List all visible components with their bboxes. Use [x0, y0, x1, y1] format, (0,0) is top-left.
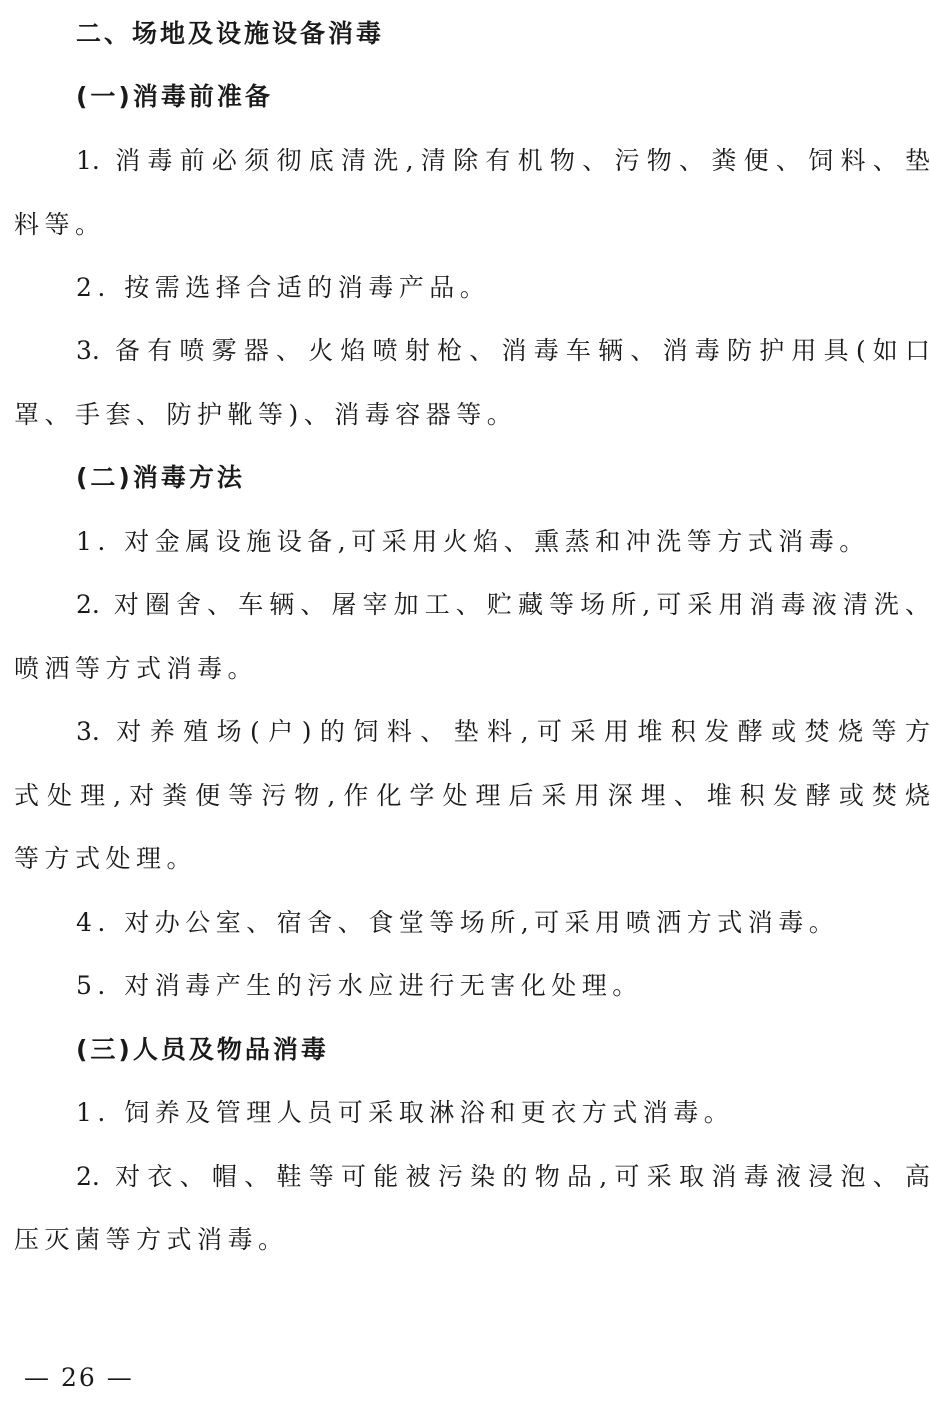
paragraph-1-2: 2. 按需选择合适的消毒产品。 — [76, 273, 491, 302]
paragraph-2-3-line-2: 式处理,对粪便等污物,作化学处理后采用深埋、堆积发酵或焚烧 — [14, 781, 930, 810]
paragraph-1-1-line-1: 1. 消毒前必须彻底清洗,清除有机物、污物、粪便、饲料、垫 — [76, 146, 930, 175]
paragraph-2-1: 1. 对金属设施设备,可采用火焰、熏蒸和冲洗等方式消毒。 — [76, 527, 870, 556]
paragraph-3-1: 1. 饲养及管理人员可采取淋浴和更衣方式消毒。 — [76, 1098, 735, 1127]
paragraph-3-2-line-2: 压灭菌等方式消毒。 — [14, 1225, 289, 1254]
subsection-heading-1: (一)消毒前准备 — [76, 82, 273, 111]
paragraph-2-5: 5. 对消毒产生的污水应进行无害化处理。 — [76, 971, 643, 1000]
paragraph-2-4: 4. 对办公室、宿舍、食堂等场所,可采用喷洒方式消毒。 — [76, 908, 840, 937]
paragraph-1-1-line-2: 料等。 — [14, 210, 106, 239]
paragraph-2-3-line-3: 等方式处理。 — [14, 844, 198, 873]
paragraph-1-3-line-1: 3. 备有喷雾器、火焰喷射枪、消毒车辆、消毒防护用具(如口 — [76, 336, 930, 365]
paragraph-2-2-line-2: 喷洒等方式消毒。 — [14, 654, 259, 683]
subsection-heading-2: (二)消毒方法 — [76, 463, 245, 492]
subsection-heading-3: (三)人员及物品消毒 — [76, 1035, 329, 1064]
paragraph-2-2-line-1: 2. 对圈舍、车辆、屠宰加工、贮藏等场所,可采用消毒液清洗、 — [76, 590, 930, 619]
paragraph-2-3-line-1: 3. 对养殖场(户)的饲料、垫料,可采用堆积发酵或焚烧等方 — [76, 717, 930, 746]
section-title: 二、场地及设施设备消毒 — [76, 19, 385, 48]
paragraph-3-2-line-1: 2. 对衣、帽、鞋等可能被污染的物品,可采取消毒液浸泡、高 — [76, 1162, 930, 1191]
paragraph-1-3-line-2: 罩、手套、防护靴等)、消毒容器等。 — [14, 400, 518, 429]
page-number: — 26 — — [24, 1363, 134, 1392]
